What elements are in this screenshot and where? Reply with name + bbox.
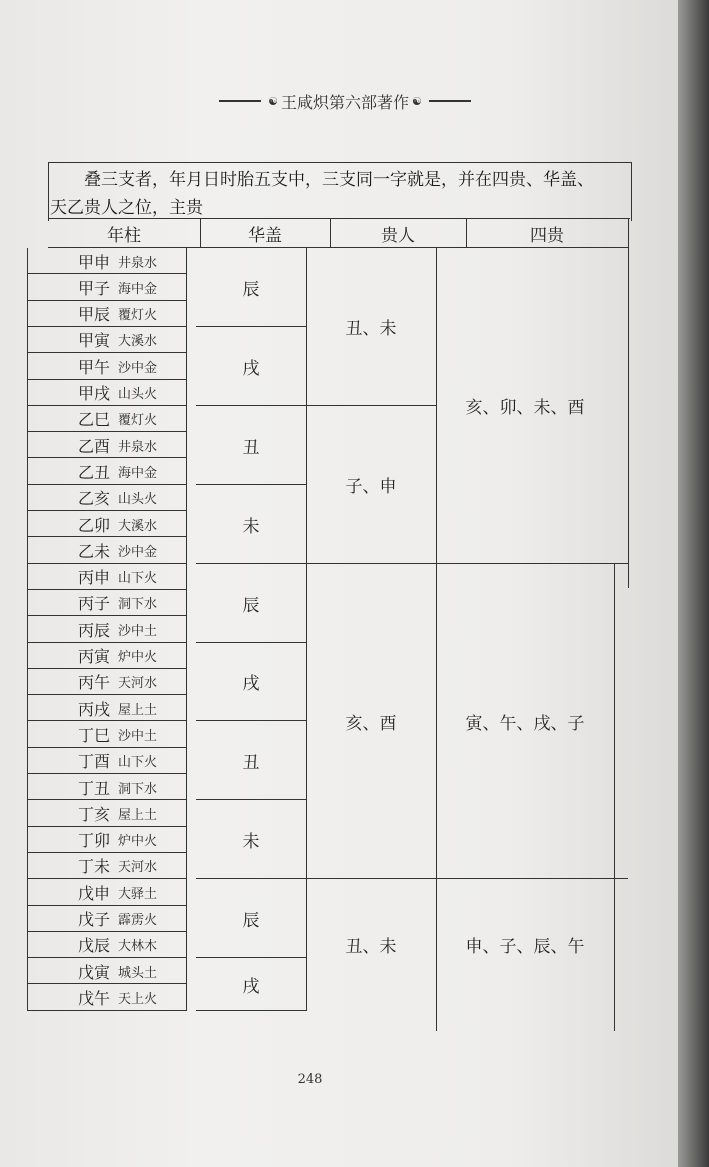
table-row (28, 774, 185, 800)
yin-yang-icon: ☯ (268, 94, 278, 108)
page-number: 248 (297, 1072, 323, 1087)
ganzhi: 戊午 (78, 988, 111, 1008)
table-row (28, 906, 185, 932)
table-row (28, 353, 185, 379)
ganzhi: 丁丑 (78, 778, 111, 798)
table-row (28, 721, 185, 747)
ganzhi: 丙寅 (78, 647, 111, 666)
nayin: 大溪水 (118, 518, 158, 534)
nayin: 霹雳火 (118, 913, 158, 928)
ganzhi: 丁未 (78, 857, 111, 877)
sigui-cell: 亥、卯、未、酉 (465, 398, 585, 419)
huagai-cell: 未 (242, 516, 260, 537)
header-cell: 华盖 (248, 225, 282, 246)
year-col-right (186, 248, 187, 1011)
table-right-border (628, 218, 629, 588)
ganzhi: 甲寅 (78, 331, 111, 351)
ganzhi: 甲戌 (78, 384, 111, 403)
header-cell: 四贵 (530, 225, 564, 246)
nayin: 炉中火 (118, 834, 158, 850)
nayin: 城头土 (118, 965, 158, 981)
table-row (28, 564, 185, 590)
nayin: 覆灯火 (118, 308, 158, 324)
ganzhi: 乙未 (78, 541, 111, 561)
yin-yang-icon: ☯ (412, 94, 422, 108)
nayin: 山头火 (118, 492, 158, 508)
huagai-cell: 辰 (242, 279, 260, 300)
nayin: 海中金 (118, 465, 158, 481)
guiren-cell: 丑、未 (345, 319, 397, 340)
guiren-cell: 子、申 (345, 477, 397, 498)
nayin: 海中金 (118, 281, 158, 297)
huagai-cell: 丑 (242, 753, 260, 774)
huagai-cell: 戌 (242, 674, 260, 695)
ganzhi: 乙丑 (78, 462, 111, 482)
table-row (28, 406, 185, 432)
table-row (28, 274, 185, 300)
ganzhi: 丙戌 (78, 699, 111, 719)
row-rule (28, 1010, 186, 1011)
table-row (28, 301, 185, 327)
ganzhi: 丙申 (78, 568, 111, 588)
table-row (28, 853, 185, 879)
huagai-cell: 未 (242, 832, 260, 853)
table-row (28, 616, 185, 642)
nayin: 沙中土 (118, 728, 158, 744)
ganzhi: 甲子 (78, 278, 111, 298)
table-caption (50, 166, 630, 222)
nayin: 屋上土 (118, 702, 158, 718)
ganzhi: 戊申 (78, 883, 111, 903)
huagai-cell: 戌 (242, 358, 260, 379)
table-row (28, 879, 185, 905)
nayin: 炉中火 (118, 650, 158, 665)
header-divider (330, 218, 331, 248)
sigui-cell: 寅、午、戌、子 (465, 713, 585, 734)
table-row (28, 327, 185, 353)
table-row (28, 800, 185, 826)
nayin: 洞下水 (118, 781, 158, 797)
nayin: 天上火 (118, 991, 158, 1007)
huagai-rule (196, 1010, 306, 1011)
ganzhi: 甲辰 (78, 305, 111, 325)
nayin: 覆灯火 (118, 413, 158, 429)
running-header (200, 88, 490, 114)
ganzhi: 戊寅 (78, 962, 111, 982)
ganzhi: 丁酉 (78, 752, 111, 772)
table-row (28, 984, 185, 1010)
table-row (28, 590, 185, 616)
nayin: 洞下水 (118, 597, 158, 613)
huagai-cell: 戌 (242, 976, 260, 997)
ganzhi: 乙酉 (78, 436, 111, 456)
ganzhi: 丙辰 (78, 620, 111, 640)
header-divider (200, 218, 201, 248)
caption-line-2: 天乙贵人之位，主贵 (50, 198, 203, 218)
ganzhi: 戊子 (78, 910, 111, 929)
ganzhi: 丁卯 (78, 831, 111, 851)
ganzhi: 戊辰 (78, 936, 111, 956)
table-row (28, 537, 185, 563)
table-row (28, 380, 185, 406)
nayin: 山头火 (118, 387, 158, 402)
table-row (28, 458, 185, 484)
ganzhi: 丙午 (78, 673, 111, 693)
nayin: 井泉水 (118, 439, 158, 455)
ganzhi: 甲午 (78, 357, 111, 377)
nayin: 井泉水 (118, 255, 158, 271)
header-title: 王咸炽第六部著作 (280, 92, 409, 112)
table-row (28, 432, 185, 458)
nayin: 山下火 (118, 755, 158, 771)
ganzhi: 丙子 (78, 594, 111, 614)
table-row (28, 485, 185, 511)
header-cell: 年柱 (107, 225, 141, 246)
ganzhi: 甲申 (78, 252, 111, 272)
ganzhi: 乙亥 (78, 489, 111, 509)
table-row (28, 748, 185, 774)
ganzhi: 丁巳 (78, 725, 111, 745)
nayin: 天河水 (118, 676, 158, 692)
table-row (28, 695, 185, 721)
header-divider (466, 218, 467, 248)
table-row (28, 511, 185, 537)
table-row (28, 248, 185, 274)
header-rule-left (219, 100, 261, 102)
table-row (28, 827, 185, 853)
ganzhi: 丁亥 (78, 804, 111, 824)
table-row (28, 669, 185, 695)
nayin: 屋上土 (118, 807, 158, 823)
ganzhi: 乙巳 (78, 410, 111, 430)
guiren-cell: 丑、未 (345, 937, 397, 958)
sigui-col-right (614, 564, 615, 1031)
table-row (28, 643, 185, 669)
header-top-rule (48, 218, 630, 219)
huagai-cell: 丑 (242, 437, 260, 458)
nayin: 大溪水 (118, 334, 158, 350)
header-rule-right (429, 100, 471, 102)
ganzhi: 乙卯 (78, 515, 111, 535)
sigui-cell: 申、子、辰、午 (465, 937, 585, 958)
huagai-cell: 辰 (242, 911, 260, 932)
nayin: 沙中金 (118, 360, 158, 376)
table-row (28, 958, 185, 984)
table-row (28, 932, 185, 958)
caption-line-1: 叠三支者，年月日时胎五支中，三支同一字就是，并在四贵、华盖、 (84, 170, 594, 190)
nayin: 大驿土 (118, 886, 158, 902)
nayin: 沙中金 (118, 544, 158, 560)
header-cell: 贵人 (381, 225, 415, 246)
nayin: 大林木 (118, 939, 158, 955)
nayin: 天河水 (118, 860, 158, 876)
huagai-cell: 辰 (242, 595, 260, 616)
nayin: 山下火 (118, 571, 158, 587)
year-col-left (27, 248, 28, 1011)
nayin: 沙中土 (118, 623, 158, 639)
page-gutter-shadow (678, 0, 709, 1167)
guiren-cell: 亥、酉 (345, 713, 397, 734)
